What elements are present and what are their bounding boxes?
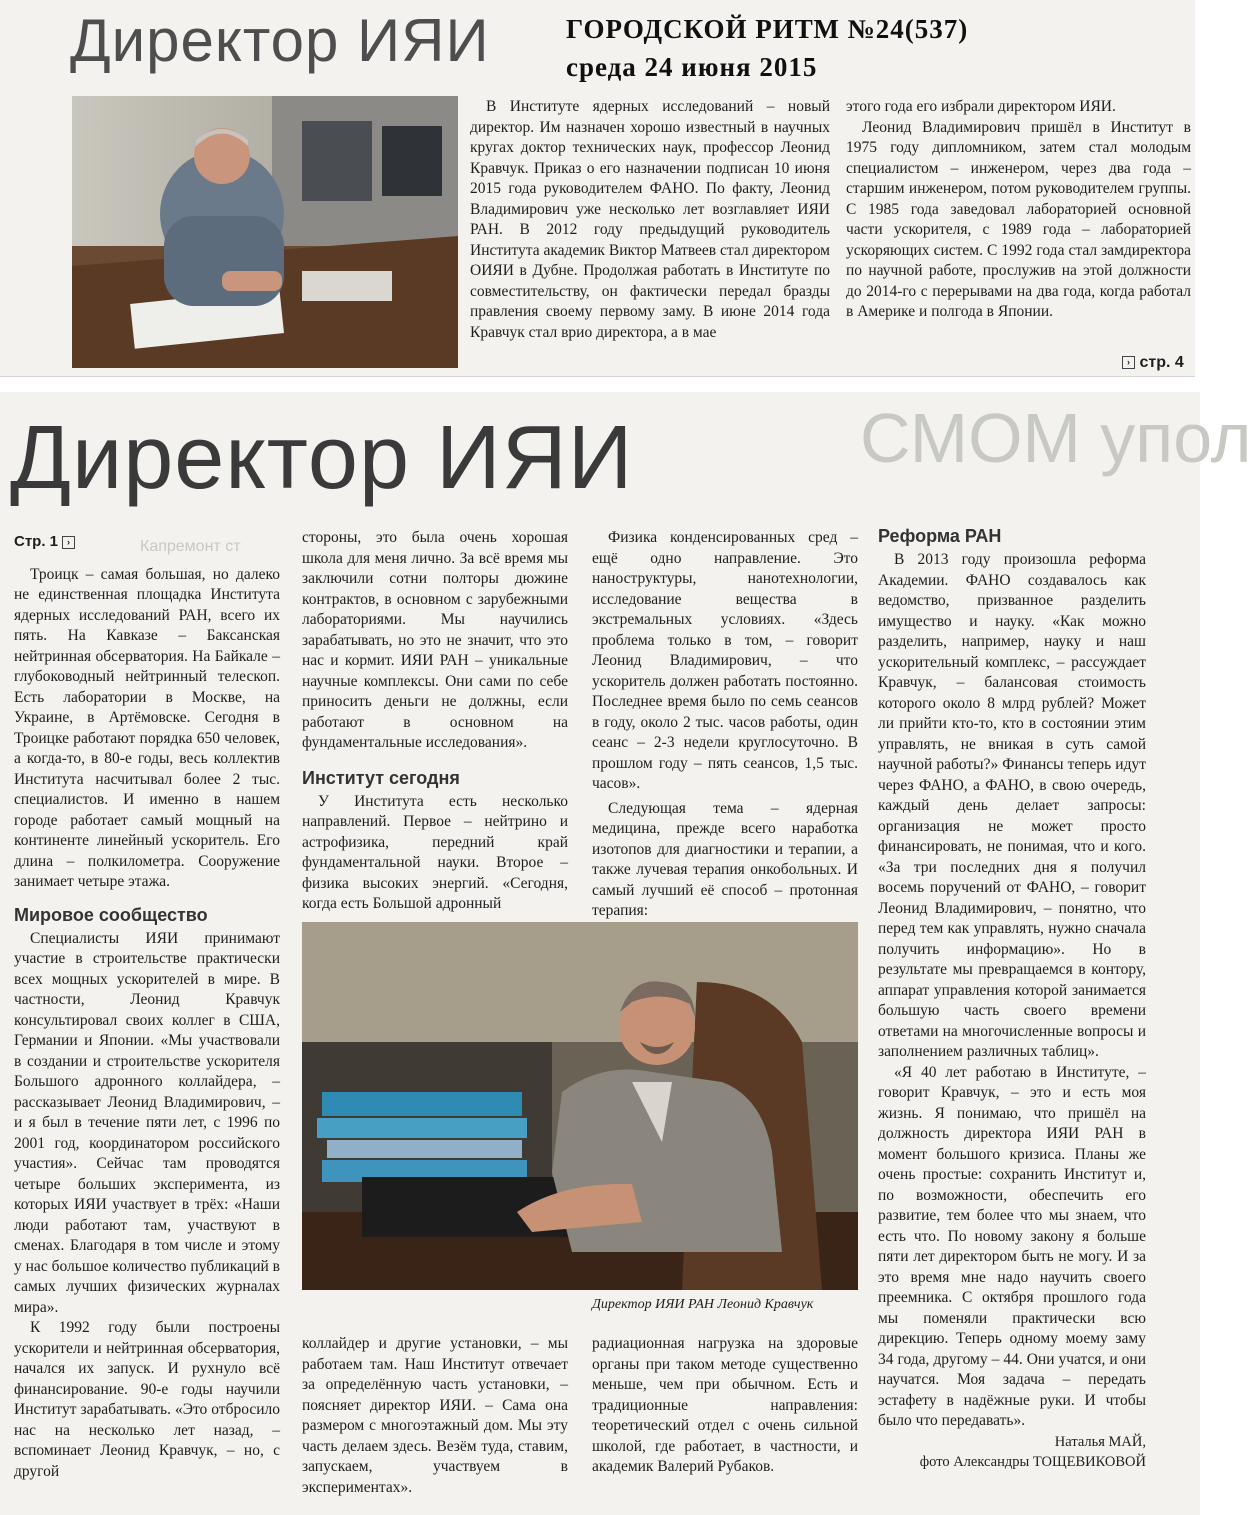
col2-paragraph-1: стороны, это была очень хорошая школа для меня лично. За всё время мы заключили сотни полторы дюжине контрактов, в основном с зарубежными лабораториями. Мы научились зарабатывать, но это не значит, что это нас и кормит. ИЯИ РАН – уникальные научные комплексы. Они сами по себе приносить деньги не должны, если работают в основном на фундаментальные исследования». xyxy=(302,529,568,751)
col1-paragraph-3: К 1992 году были построены ускорители и нейтринная обсерватория, начался их запуск. И рухнуло всё финансирование. 90-е годы научили Институт зарабатывать. «Это отбросило нас на несколько лет назад, – вспоминает Леонид Кравчук, – но, с другой xyxy=(14,1319,280,1480)
subheading-world-community: Мировое сообщество xyxy=(14,904,208,925)
col4-paragraph-2: «Я 40 лет работаю в Институте, – говорит Кравчук, – это и есть моя жизнь. Я понимаю, что пришёл на должность директора ИЯИ РАН в момент большого кризиса. Планы же очень простые: сохранить Институт и, по возможности, обеспечить его развитие, тем более что мы знаем, что есть что. По новому закону я больше пяти лет директором быть не могу. И за это время мне надо научить своего преемника. С октября прошлого года мы поменяли практически всю дирекцию. Теперь одному моему заму 34 года, другому – 44. Они учатся, и они научатся. Моя задача – передать эстафету в надёжные руки. И чтобы было что передавать». xyxy=(878,1063,1146,1429)
col3-bottom-paragraph: радиационная нагрузка на здоровые органы при таком методе существенно меньше, чем при обычном. Есть и традиционные направления: теоретический отдел с очень сильной школой, где работает, в частности, и академик Валерий Рубаков. xyxy=(592,1335,858,1475)
page-ref-label: Стр. 1 xyxy=(14,533,59,550)
main-column-3 xyxy=(592,528,858,922)
main-column-4 xyxy=(878,524,1146,1472)
top-col2-paragraph-1: этого года его избрали директором ИЯИ. xyxy=(846,98,1116,115)
main-headline: Директор ИЯИ xyxy=(10,408,634,508)
byline-author: Наталья МАЙ, xyxy=(1054,1433,1146,1450)
col1-paragraph-1: Троицк – самая большая, но далеко не единственная площадка Института ядерных исследований РАН, всего их пять. На Кавказе – Баксанская нейтринная обсерватория. На Байкале – глубоководный нейтринный телескоп. Есть лаборатории в Москве, на Украине, в Артёмовске. Сегодня в Троицке работают порядка 650 человек, а когда-то, в 80-е годы, весь коллектив Института насчитывал более 2 тыс. специалистов. И именно в нашем городе работает самый мощный на континенте линейный ускоритель. Его длина – полкилометра. Сооружение занимает четыре этажа. xyxy=(14,565,280,890)
top-column-1 xyxy=(470,97,830,343)
top-office-photo xyxy=(72,96,458,368)
top-column-2 xyxy=(846,97,1191,323)
masthead-date: среда 24 июня 2015 xyxy=(566,52,818,82)
director-portrait-photo xyxy=(302,922,858,1290)
top-col2-paragraph-2: Леонид Владимирович пришёл в Институт в 1975 году дипломником, затем стал молодым специалистом – инженером, через два года – старшим инженером, потом руководителем группы. С 1985 года заведовал лабораторией основной части ускорителя, с 1989 года – лабораторией ускоряющих систем. С 1992 года стал замдиректора по научной работе, прослужив на этой должности до 2014-го с перерывами на два года, когда работал в Америке и полгода в Японии. xyxy=(846,118,1191,320)
photo-caption: Директор ИЯИ РАН Леонид Кравчук xyxy=(592,1297,814,1312)
col3-paragraph-2: Следующая тема – ядерная медицина, прежде всего наработка изотопов для диагностики и терапии, а также лучевая терапия онкобольных. И самый лучший её способ – протонная терапия: xyxy=(592,799,858,919)
subheading-institute-today: Институт сегодня xyxy=(302,767,460,788)
col3-paragraph-1: Физика конденсированных сред – ещё одно направление. Это наноструктуры, нанотехнологии, исследование вещества в экстремальных условиях. «Здесь проблема только в том, – говорит Леонид Владимирович, – что ускоритель должен работать постоянно. Последнее время было по семь сеансов в году, около 2 тыс. часов работы, один сеанс – 2-3 недели круглосуточно. В прошлом году – пять сеансов, 1,5 тыс. часов». xyxy=(592,529,858,792)
col1-paragraph-2: Специалисты ИЯИ принимают участие в строительстве практически всех мощных ускорителей в мире. В частности, Леонид Кравчук консультировал своих коллег в США, Германии и Японии. «Мы участвовали в создании и строительстве ускорителя Большого адронного коллайдера, – рассказывает Леонид Владимирович, – и я был в течение пяти лет, с 1996 по 2001 год, координатором российского участия». Сейчас там проводятся четыре больших эксперимента, из которых ИЯИ участвует в трёх: «Наши люди работают там, участвуют в сменах. Благодаря в том числе и этому у нас большое количество публикаций в самых лучших физических журналах мира». xyxy=(14,929,280,1316)
top-office-photo-image xyxy=(72,96,458,368)
top-col1-paragraph: В Институте ядерных исследований – новый директор. Им назначен хорошо известный в научных кругах доктор технических наук, профессор Леонид Кравчук. Приказ о его назначении подписан 10 июня 2015 года руководителем ФАНО. По факту, Леонид Владимирович уже несколько лет возглавляет ИЯИ РАН. В 2012 году предыдущий руководитель Института академик Виктор Матвеев стал директором ОИЯИ в Дубне. Продолжая работать в Институте по совместительству, он фактически передал бразды правления своему первому заму. В июне 2014 года Кравчук стал врио директора, а в мае xyxy=(470,98,830,341)
page-ref xyxy=(14,532,280,553)
arrow-right-icon: › xyxy=(62,536,75,549)
arrow-right-icon: › xyxy=(1122,356,1135,369)
subheading-ras-reform: Реформа РАН xyxy=(878,526,1002,546)
top-clipping xyxy=(0,0,1195,377)
byline-photo-credit: фото Александры ТОЩЕВИКОВОЙ xyxy=(919,1453,1146,1470)
col2-paragraph-2: У Института есть несколько направлений. Первое – нейтрино и астрофизика, передний край фундаментальной науки. Второе – физика высоких энергий. «Сегодня, когда есть Большой адронный xyxy=(302,792,568,912)
main-column-3-bottom xyxy=(592,1334,858,1478)
ghost-subheading: Капремонт ст xyxy=(140,538,241,555)
main-column-2 xyxy=(302,528,568,915)
top-headline: Директор ИЯИ xyxy=(70,7,490,74)
masthead-title: ГОРОДСКОЙ РИТМ №24(537) xyxy=(566,14,969,44)
continued-label: стр. 4 xyxy=(1139,354,1184,371)
main-column-2-bottom xyxy=(302,1334,568,1498)
continued-reference xyxy=(1118,354,1184,372)
ghost-headline: СМОМ упол xyxy=(860,399,1251,477)
col4-paragraph-1: В 2013 году произошла реформа Академии. ФАНО создавалось как ведомство, призванное разделить имущество и науку. «Как можно разделить, например, науку и наш ускорительный комплекс, – рассуждает Кравчук, – балансовая стоимость которого около 8 млрд рублей? Может ли прийти кто-то, кто в состоянии этим управлять, не вникая в суть самой научной работы?» Финансы теперь идут через ФАНО, а ФАНО, в свою очередь, каждый день делает запросы: организация не может просто финансировать, не понимая, что и кого. «За три последних дня я получил восемь поручений от ФАНО, – говорит Леонид Владимирович, – понятно, что перед тем как управлять, нужно сначала получить информацию». Но в результате мы превращаемся в контору, аппарат управления которой занимается большую часть своего времени ответами на многочисленные вопросы и заполнением различных таблиц». xyxy=(878,551,1146,1060)
main-column-1 xyxy=(14,532,280,1482)
col2-bottom-paragraph: коллайдер и другие установки, – мы работаем там. Наш Институт отвечает за определённую часть установки, – поясняет директор ИЯИ. – Сама она размером с многоэтажный дом. Мы эту часть делаем здесь. Везём туда, ставим, запускаем, участвуем в экспериментах». xyxy=(302,1335,568,1496)
director-portrait-image xyxy=(302,922,858,1290)
main-clipping xyxy=(0,392,1251,1515)
